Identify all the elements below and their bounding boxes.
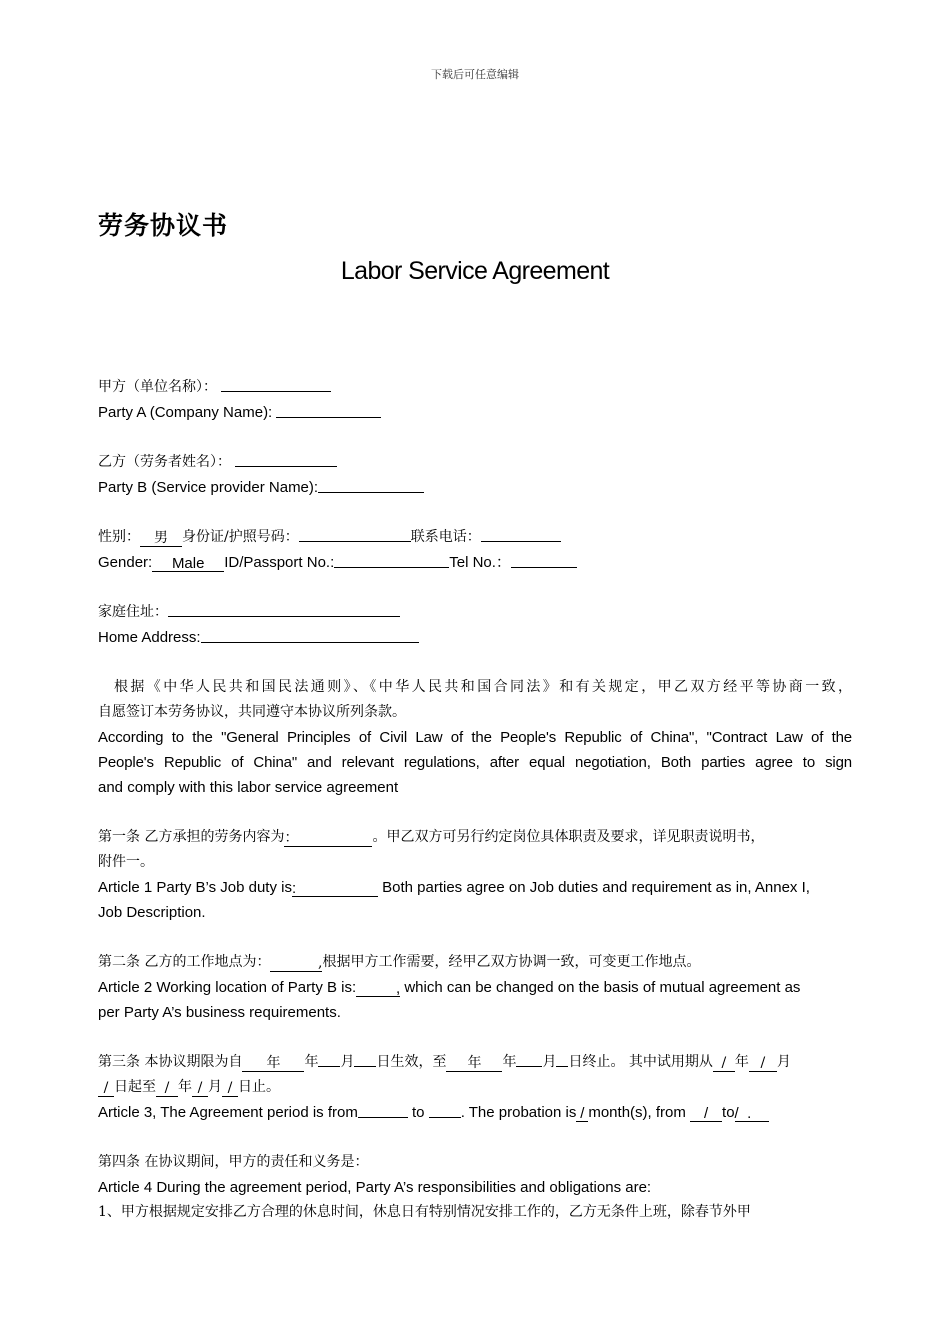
article3-en-from-blank[interactable] — [358, 1102, 408, 1118]
spacer — [98, 500, 852, 525]
year-char: 年 — [467, 1055, 482, 1071]
party-b-en-blank[interactable] — [318, 477, 424, 493]
preamble-cn-line-1: 根据《中华人民共和国民法通则》、《中华人民共和国合同法》和有关规定，甲乙双方经平等协商一致， — [114, 679, 852, 695]
year-char: 年 — [734, 1054, 749, 1070]
header-note: 下载后可任意编辑 — [431, 68, 519, 81]
gender-cn-label: 性别： — [98, 529, 140, 545]
article3-en-probation-blank[interactable] — [576, 1106, 588, 1122]
slash: / — [580, 1105, 585, 1122]
address-cn-blank[interactable] — [168, 601, 400, 617]
slash: / — [703, 1105, 709, 1122]
party-a-en-line — [98, 400, 852, 425]
article1-cn-colon: ： — [284, 830, 299, 846]
party-a-en-label: Party A (Company Name): — [98, 404, 277, 421]
tel-en-blank[interactable] — [511, 552, 577, 568]
article3-en-prob-to-blank[interactable] — [735, 1106, 769, 1122]
agreement-body — [98, 375, 852, 1225]
article3-en-dot: . — [747, 1105, 752, 1122]
article4-en-title: Article 4 During the agreement period, Party A’s responsibilities and obligations are: — [98, 1179, 652, 1196]
article3-en-text-b: . The probation is — [460, 1104, 577, 1121]
party-b-cn-blank[interactable] — [235, 451, 337, 467]
article3-cn-start-day-blank[interactable] — [354, 1051, 376, 1067]
article3-en-text-c: month(s), from — [588, 1104, 691, 1121]
article3-cn-prob-year-blank[interactable] — [713, 1056, 735, 1072]
article3-en-to-blank[interactable] — [429, 1102, 461, 1118]
article3-cn-start-year-blank[interactable] — [242, 1056, 304, 1072]
article2-cn-text-a: 第二条 乙方的工作地点为： — [98, 954, 271, 970]
article3-cn-text-d: 日起至 — [114, 1079, 156, 1095]
gender-cn-value[interactable]: 男 — [140, 531, 182, 547]
article3-cn-prob-day-blank[interactable] — [98, 1081, 114, 1097]
id-cn-blank[interactable] — [299, 526, 411, 542]
party-b-cn-line — [98, 450, 852, 475]
article4-cn-title: 第四条 在协议期间，甲方的责任和义务是： — [98, 1154, 369, 1170]
article3-cn-text-b: 日生效，至 — [376, 1054, 447, 1070]
article1-en-colon: : — [291, 880, 297, 897]
address-en-label: Home Address: — [98, 629, 201, 646]
preamble-en-line-3: and comply with this labor service agreement — [98, 779, 399, 796]
article3-cn-text-c: 日终止。 其中试用期从 — [568, 1054, 713, 1070]
address-cn-line — [98, 600, 852, 625]
article1-en-line-1 — [98, 875, 852, 900]
gender-en-line — [98, 550, 852, 575]
title-english: Labor Service Agreement — [340, 257, 610, 285]
article3-cn-end-month-blank[interactable] — [516, 1051, 542, 1067]
article3-cn-line-1 — [98, 1050, 852, 1075]
article2-en-line-1 — [98, 975, 852, 1000]
article2-en-text-c: which can be changed on the basis of mutual agreement as — [400, 979, 801, 996]
article3-cn-text-e: 日止。 — [238, 1079, 280, 1095]
article3-en-line — [98, 1100, 852, 1125]
preamble-cn-line-2: 自愿签订本劳务协议，共同遵守本协议所列条款。 — [98, 704, 406, 720]
address-cn-label: 家庭住址： — [98, 604, 168, 620]
address-en-line — [98, 625, 852, 650]
year-char: 年 — [178, 1079, 192, 1095]
article1-cn-line-1 — [98, 825, 852, 850]
article3-cn-end-day-blank[interactable] — [556, 1051, 568, 1067]
spacer — [98, 925, 852, 950]
article3-cn-text-a: 第三条 本协议期限为自 — [98, 1054, 243, 1070]
title-chinese: 劳务协议书 — [98, 211, 229, 240]
article3-cn-prob-end-month-blank[interactable] — [192, 1081, 208, 1097]
article2-en-text-a: Article 2 Working location of Party B is: — [98, 979, 357, 996]
spacer — [98, 1025, 852, 1050]
article1-en-line-2: Job Description. — [98, 904, 206, 921]
article1-cn-text-a: 第一条 乙方承担的劳务内容为 — [98, 829, 285, 845]
tel-cn-blank[interactable] — [481, 526, 561, 542]
id-cn-label: 身份证/护照号码： — [182, 529, 299, 545]
article2-cn-text-c: 根据甲方工作需要，经甲乙双方协调一致，可变更工作地点。 — [322, 954, 701, 970]
party-b-en-label: Party B (Service provider Name): — [98, 479, 319, 496]
article1-en-text-a: Article 1 Party B’s Job duty is — [98, 879, 292, 896]
article2-cn-blank[interactable] — [270, 956, 322, 972]
party-b-cn-label: 乙方（劳务者姓名）： — [98, 454, 231, 470]
article2-cn-line — [98, 950, 852, 975]
spacer — [98, 800, 852, 825]
article1-en-blank[interactable] — [292, 881, 378, 897]
year-char: 年 — [502, 1054, 517, 1070]
month-char: 月 — [776, 1054, 791, 1070]
article3-cn-start-month-blank[interactable] — [318, 1051, 340, 1067]
article3-cn-end-year-blank[interactable] — [446, 1056, 502, 1072]
tel-cn-label: 联系电话： — [410, 529, 481, 545]
id-en-blank[interactable] — [334, 552, 449, 568]
spacer — [98, 425, 852, 450]
article3-en-text-a: Article 3, The Agreement period is from — [98, 1104, 358, 1121]
slash: / — [721, 1055, 727, 1071]
article4-item1-cn: 1、甲方根据规定安排乙方合理的休息时间，休息日有特别情况安排工作的，乙方无条件上班，除春节外甲 — [98, 1204, 751, 1220]
article1-cn-blank[interactable] — [284, 831, 372, 847]
gender-en-value[interactable]: Male — [152, 556, 224, 572]
article3-en-to2: to — [722, 1104, 735, 1121]
spacer — [98, 575, 852, 600]
slash: / — [760, 1055, 766, 1071]
party-a-cn-blank[interactable] — [221, 376, 331, 392]
party-a-cn-line — [98, 375, 852, 400]
gender-cn-line — [98, 525, 852, 550]
party-a-en-blank[interactable] — [276, 402, 381, 418]
gender-en-label: Gender: — [98, 554, 153, 571]
slash: / — [103, 1080, 109, 1096]
article3-cn-prob-end-year-blank[interactable] — [156, 1081, 178, 1097]
article1-cn-line-2: 附件一。 — [98, 854, 154, 870]
article3-cn-prob-month-blank[interactable] — [749, 1056, 777, 1072]
slash: / — [164, 1080, 170, 1096]
article2-en-comma: , — [396, 980, 401, 997]
address-en-blank[interactable] — [201, 627, 419, 643]
spacer — [98, 1125, 852, 1150]
id-en-label: ID/Passport No.: — [224, 554, 335, 571]
slash: / — [227, 1080, 233, 1096]
party-a-cn-label: 甲方（单位名称）： — [98, 379, 217, 395]
month-char: 月 — [208, 1079, 222, 1095]
party-b-en-line — [98, 475, 852, 500]
slash: / — [734, 1105, 739, 1122]
article3-cn-line-2 — [98, 1075, 852, 1100]
preamble-en-line-1: According to the "General Principles of Civil Law of the People's Republic of China", "Contract Law of the — [98, 729, 852, 746]
article1-en-text-c: Both parties agree on Job duties and requirement as in, Annex I, — [377, 879, 810, 896]
article2-cn-comma: , — [318, 955, 323, 971]
spacer — [98, 650, 852, 675]
year-char: 年 — [266, 1055, 281, 1071]
article3-cn-prob-end-day-blank[interactable] — [222, 1081, 238, 1097]
article3-en-prob-from-blank[interactable] — [690, 1106, 722, 1122]
article2-en-blank[interactable] — [356, 981, 400, 997]
slash: / — [197, 1080, 203, 1096]
preamble-en-line-2: People's Republic of China" and relevant regulations, after equal negotiation, Both parties agree to sign — [98, 754, 852, 771]
article1-cn-text-c: 。甲乙双方可另行约定岗位具体职责及要求，详见职责说明书， — [372, 829, 765, 845]
tel-en-label: Tel No.： — [449, 554, 511, 571]
year-char: 年 — [304, 1054, 319, 1070]
month-char: 月 — [340, 1054, 355, 1070]
article2-en-line-2: per Party A’s business requirements. — [98, 1004, 341, 1021]
month-char: 月 — [542, 1054, 557, 1070]
article3-en-to: to — [407, 1104, 429, 1121]
